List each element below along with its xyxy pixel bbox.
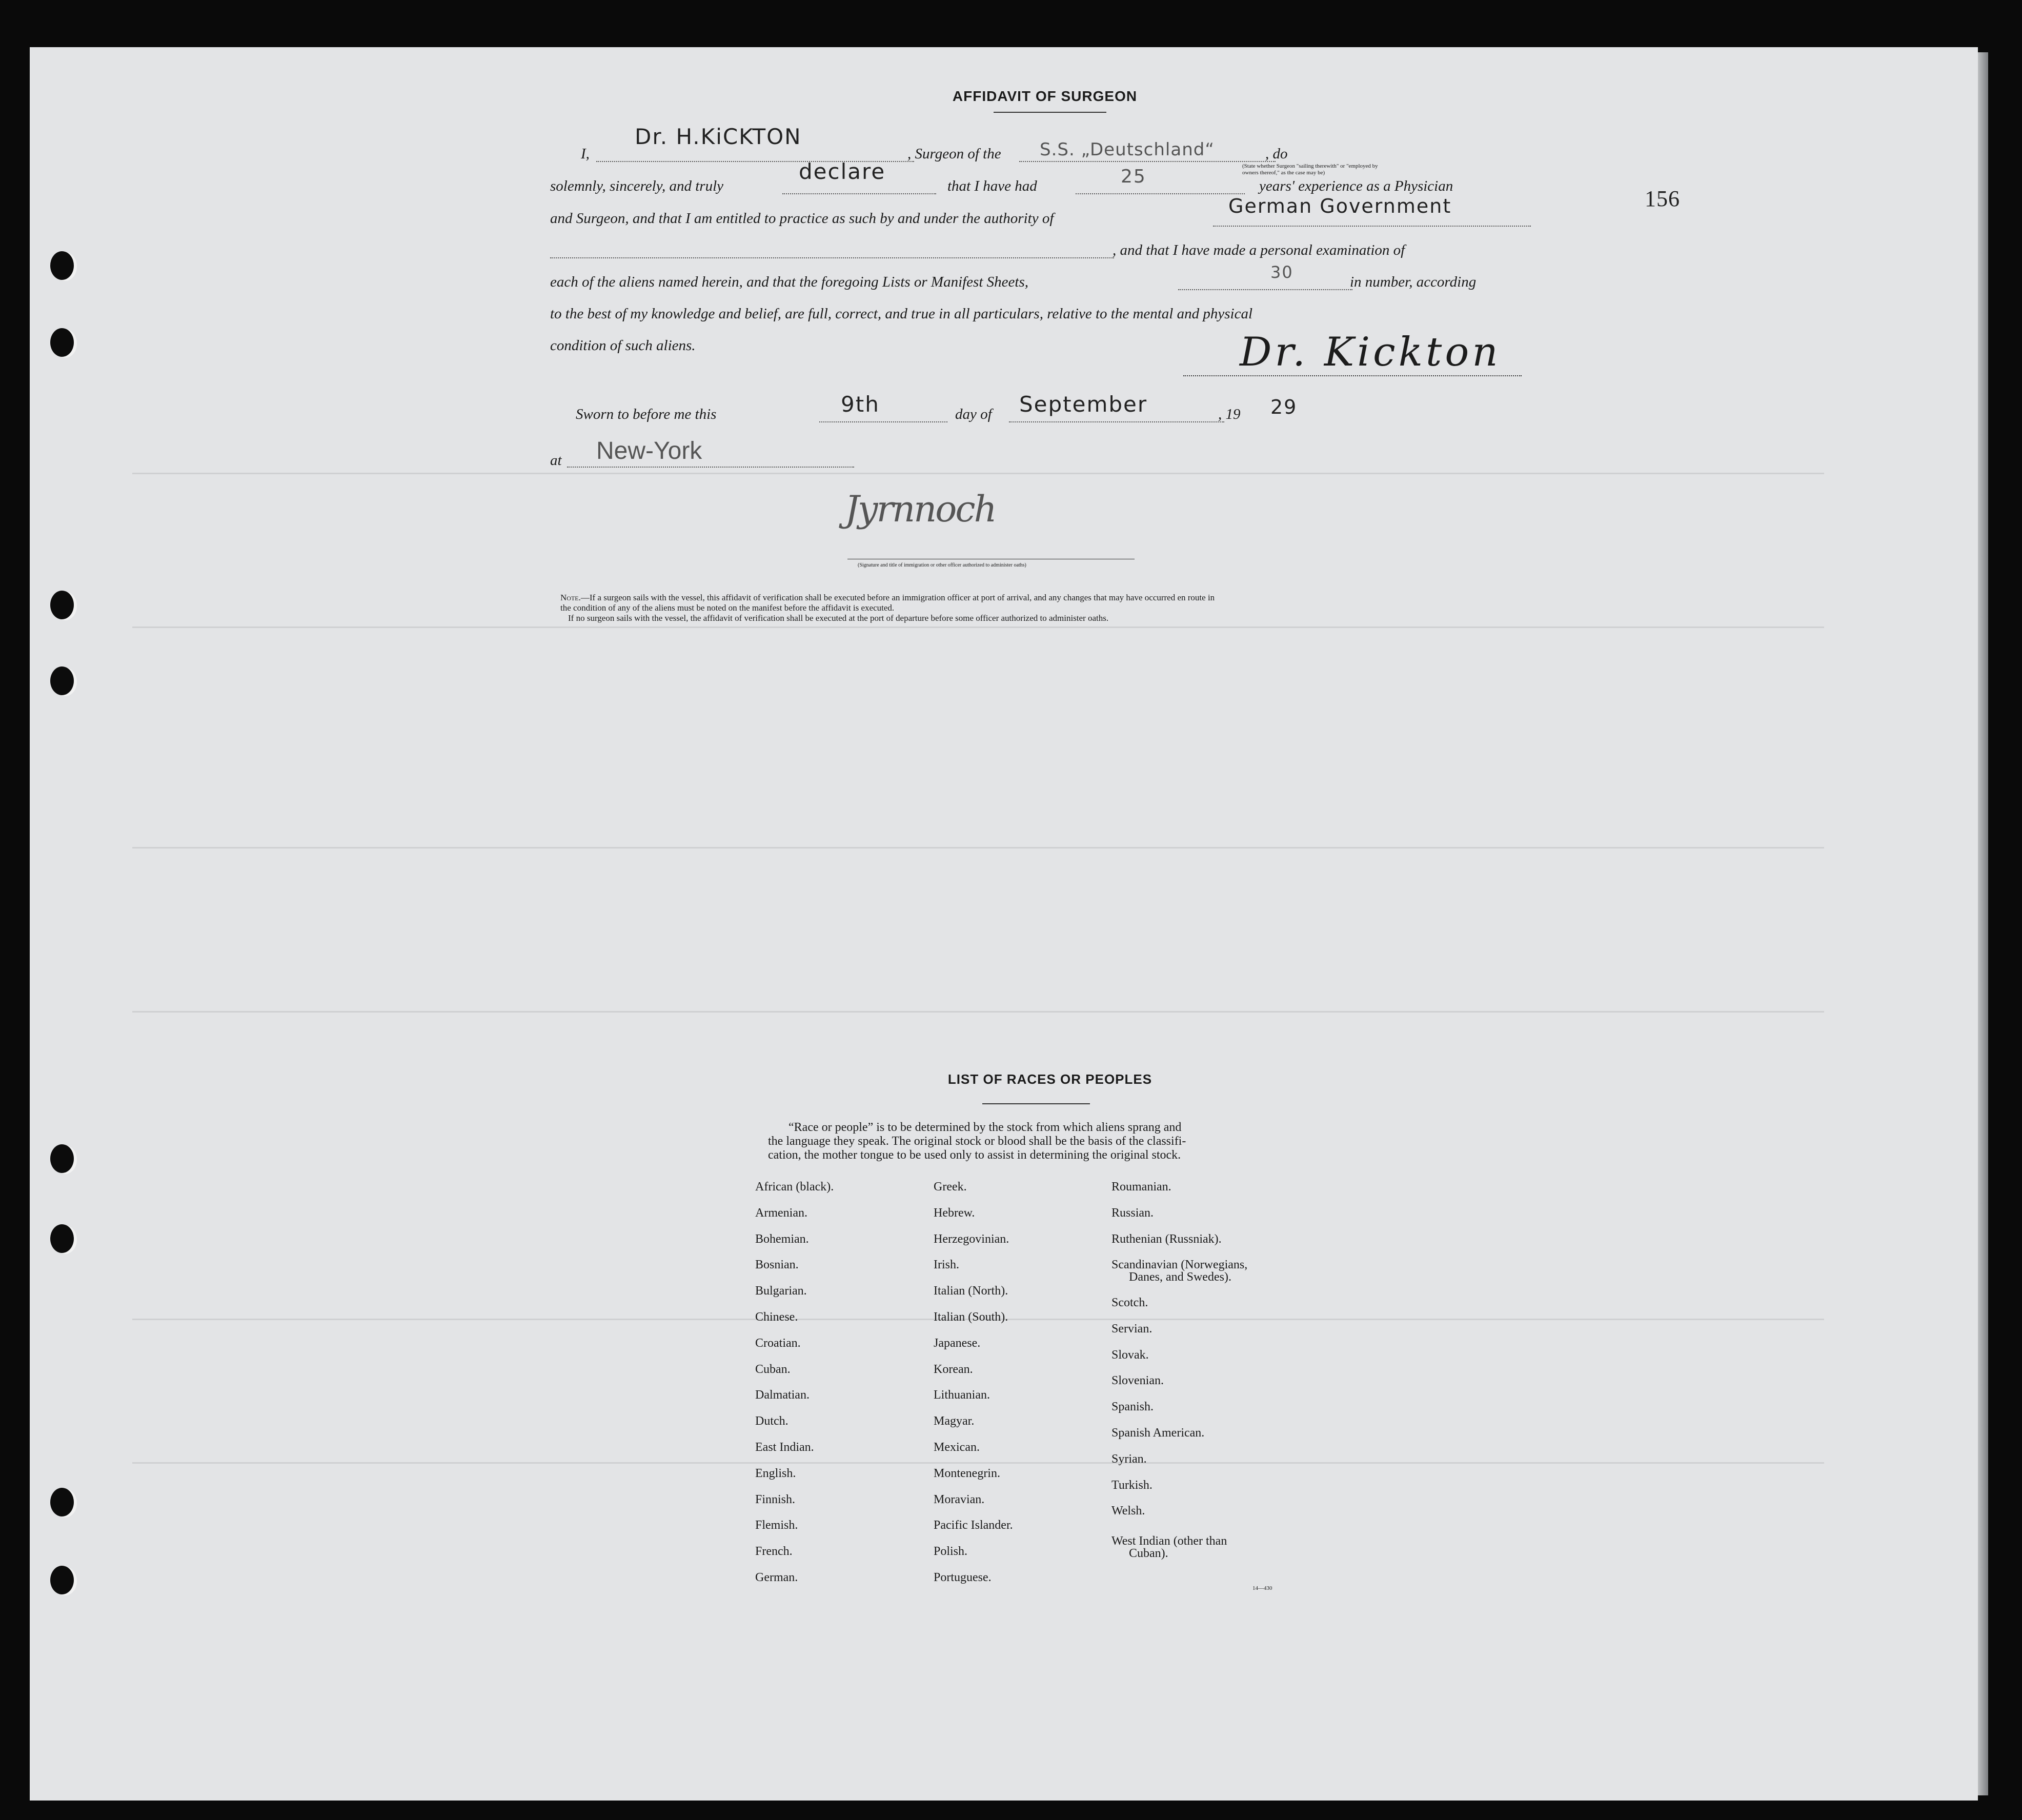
note-text: —If a surgeon sails with the vessel, this affidavit of verification shall be executed before an immigration officer at port of arrival, and any changes that may have occurred en route in <box>580 593 1215 602</box>
races-intro <box>768 1121 1186 1162</box>
years-experience: 25 <box>1121 166 1146 187</box>
race-item: Welsh. <box>1111 1504 1145 1518</box>
race-item: Dalmatian. <box>755 1388 810 1402</box>
affidavit-text: solemnly, sincerely, and truly <box>550 178 724 194</box>
sworn-day: 9th <box>841 392 880 417</box>
affidavit-title: AFFIDAVIT OF SURGEON <box>952 88 1138 104</box>
races-title: LIST OF RACES OR PEOPLES <box>947 1071 1152 1087</box>
affidavit-text: at <box>550 452 562 469</box>
surgeon-signature: Dr. Kickton <box>1240 329 1501 375</box>
race-item: Italian (South). <box>934 1310 1008 1324</box>
note-line: If no surgeon sails with the vessel, the affidavit of verification shall be executed at the port of departure before some officer authorized to administer oaths. <box>568 613 1109 623</box>
race-item: Syrian. <box>1111 1452 1147 1466</box>
affidavit-text: and Surgeon, and that I am entitled to practice as such by and under the authority of <box>550 210 1054 227</box>
race-item: Scandinavian (Norwegians, <box>1111 1258 1248 1272</box>
race-item: Bohemian. <box>755 1232 809 1246</box>
race-item: Hebrew. <box>934 1206 975 1220</box>
affidavit-text: , and that I have made a personal examination of <box>1113 242 1405 258</box>
binder-hole <box>50 328 74 357</box>
race-item: Russian. <box>1111 1206 1154 1220</box>
race-item: Cuban. <box>755 1362 791 1376</box>
race-item: Herzegovinian. <box>934 1232 1009 1246</box>
officer-signature: Jyrnnoch <box>845 488 996 530</box>
affidavit-text: in number, according <box>1350 274 1477 290</box>
affidavit-text: , do <box>1265 146 1288 162</box>
affidavit-text: day of <box>955 406 992 422</box>
race-item: Flemish. <box>755 1519 798 1532</box>
race-item: Roumanian. <box>1111 1180 1171 1194</box>
binder-hole <box>50 591 74 619</box>
race-item: Irish. <box>934 1258 959 1272</box>
vessel-name: S.S. „Deutschland“ <box>1040 139 1215 160</box>
race-item: Italian (North). <box>934 1284 1008 1298</box>
affidavit-text: condition of such aliens. <box>550 337 696 354</box>
sworn-place: New-York <box>596 437 702 464</box>
race-item: Lithuanian. <box>934 1388 990 1402</box>
race-item: East Indian. <box>755 1441 814 1454</box>
race-item: Pacific Islander. <box>934 1519 1013 1532</box>
binder-hole <box>50 251 74 280</box>
binder-hole <box>50 1566 74 1594</box>
race-item: Polish. <box>934 1545 968 1559</box>
race-item: Portuguese. <box>934 1571 992 1584</box>
affidavit-text: Sworn to before me this <box>576 406 717 422</box>
note-label: Note. <box>560 593 581 602</box>
race-item: Slovenian. <box>1111 1374 1164 1388</box>
sworn-month: September <box>1019 392 1148 417</box>
intro-line: “Race or people” is to be determined by the stock from which aliens sprang and <box>788 1121 1182 1134</box>
race-item: Chinese. <box>755 1310 798 1324</box>
race-item: Bosnian. <box>755 1258 799 1272</box>
intro-line: cation, the mother tongue to be used only to assist in determining the original stock. <box>768 1148 1181 1162</box>
race-item: Cuban). <box>1129 1546 1168 1560</box>
document-page <box>30 47 1978 1801</box>
race-item: Turkish. <box>1111 1478 1152 1492</box>
race-item: Spanish American. <box>1111 1426 1205 1440</box>
note-line <box>560 593 1215 602</box>
affidavit-text: I, <box>581 146 590 162</box>
binder-hole <box>50 666 74 695</box>
race-item: Greek. <box>934 1180 967 1194</box>
race-item: Servian. <box>1111 1322 1152 1336</box>
race-item: German. <box>755 1571 798 1584</box>
race-item: Japanese. <box>934 1336 981 1350</box>
affidavit-text: that I have had <box>947 178 1037 194</box>
race-item: Croatian. <box>755 1336 801 1350</box>
race-item: Dutch. <box>755 1414 788 1428</box>
race-item: Scotch. <box>1111 1296 1148 1310</box>
race-item: African (black). <box>755 1180 834 1194</box>
race-item: French. <box>755 1545 793 1559</box>
binder-hole <box>50 1488 74 1516</box>
race-item: Montenegrin. <box>934 1466 1000 1480</box>
race-item: West Indian (other than <box>1111 1534 1227 1548</box>
affidavit-text: to the best of my knowledge and belief, are full, correct, and true in all particulars, relative to the mental and physical <box>550 306 1253 322</box>
affidavit-text: , 19 <box>1218 406 1241 422</box>
binder-hole <box>50 1144 74 1173</box>
page-number: 156 <box>1645 186 1680 211</box>
sheet-count: 30 <box>1270 262 1293 282</box>
vessel-note: (State whether Surgeon "sailing therewith" or "employed by owners thereof," as the case may be) <box>1242 163 1378 176</box>
affidavit-text: years' experience as a Physician <box>1259 178 1453 194</box>
sworn-year: 29 <box>1270 396 1298 418</box>
intro-line: the language they speak. The original stock or blood shall be the basis of the classifi- <box>768 1135 1186 1148</box>
race-item: Finnish. <box>755 1492 796 1506</box>
race-item: Spanish. <box>1111 1400 1154 1414</box>
affidavit-text: each of the aliens named herein, and that the foregoing Lists or Manifest Sheets, <box>550 274 1028 290</box>
race-item: Ruthenian (Russniak). <box>1111 1232 1222 1246</box>
race-item: Armenian. <box>755 1206 807 1220</box>
race-item: English. <box>755 1466 796 1480</box>
surgeon-name: Dr. H.KiCKTON <box>635 124 802 149</box>
affidavit-text: , Surgeon of the <box>907 146 1001 162</box>
race-item: Slovak. <box>1111 1348 1149 1362</box>
race-item: Mexican. <box>934 1441 980 1454</box>
authority: German Government <box>1228 195 1452 217</box>
race-item: Danes, and Swedes). <box>1129 1270 1231 1284</box>
race-item: Korean. <box>934 1362 973 1376</box>
note-line: the condition of any of the aliens must be noted on the manifest before the affidavit is executed. <box>560 603 895 613</box>
race-item: Magyar. <box>934 1414 975 1428</box>
race-item: Moravian. <box>934 1492 985 1506</box>
declare-word: declare <box>799 159 886 184</box>
binder-hole <box>50 1224 74 1253</box>
race-item: Bulgarian. <box>755 1284 807 1298</box>
officer-caption: (Signature and title of immigration or other officer authorized to administer oaths) <box>858 562 1026 568</box>
form-number: 14—430 <box>1252 1585 1272 1591</box>
